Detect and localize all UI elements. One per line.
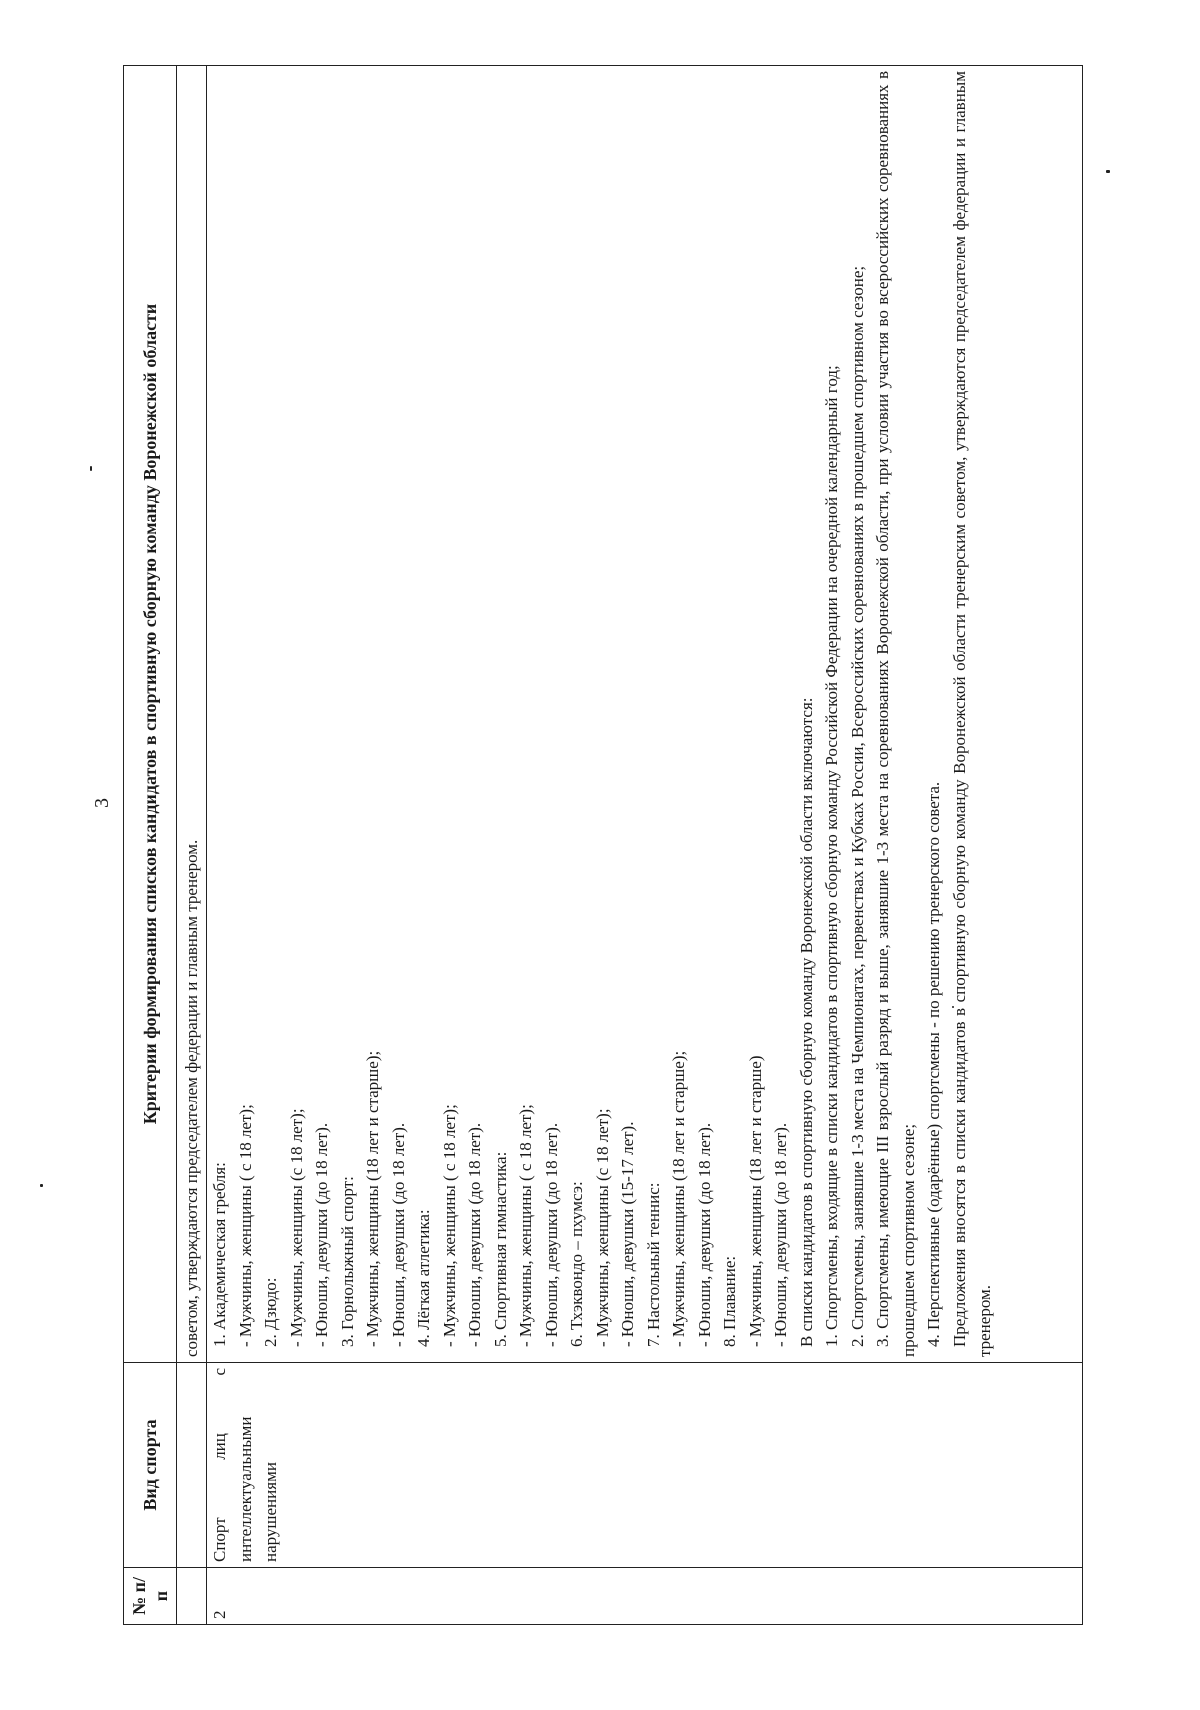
discipline-line: 2. Дзюдо:: [261, 1277, 280, 1347]
header-sport: Вид спорта: [124, 1363, 177, 1568]
continuation-text: советом, утверждаются председателем федерации и главным тренером.: [177, 66, 207, 1363]
discipline-line: 7. Настольный теннис:: [643, 1182, 663, 1347]
criteria-paragraphs: [819, 71, 998, 1357]
discipline-line: 6. Тхэквондо – пхумсэ:: [567, 1181, 586, 1347]
table-row: [207, 66, 1083, 1625]
discipline-line: - Юноши, девушки (15-17 лет).: [618, 1121, 637, 1347]
discipline-line: - Мужчины, женщины (с 18 лет);: [286, 1108, 306, 1347]
discipline-line: - Мужчины, женщины ( с 18 лет);: [439, 1104, 459, 1347]
criteria-intro: В списки кандидатов в спортивную сборную команду Воронежской области включаются:: [796, 697, 816, 1347]
scan-speck: [1106, 170, 1110, 173]
discipline-line: - Мужчины, женщины ( с 18 лет);: [235, 1104, 255, 1347]
criteria-paragraph: 1. Спортсмены, входящие в списки кандидатов в спортивную сборную команду Российской Федерации на очередной календарный год;: [822, 365, 841, 1347]
discipline-line: - Юноши, девушки (до 18 лет).: [465, 1122, 484, 1347]
scan-speck: [90, 466, 92, 471]
discipline-line: - Мужчины, женщины (с 18 лет);: [592, 1108, 612, 1347]
discipline-line: - Юноши, девушки (до 18 лет).: [312, 1122, 331, 1347]
discipline-line: - Юноши, девушки (до 18 лет).: [771, 1122, 790, 1347]
header-criteria: Критерии формирования списков кандидатов в спортивную сборную команду Воронежской области: [124, 66, 177, 1363]
row-number: 2: [207, 1568, 1083, 1625]
continuation-row: [177, 66, 207, 1625]
criteria-table: [123, 65, 1083, 1625]
table-header-row: [124, 66, 177, 1625]
continuation-num-cell: [177, 1568, 207, 1625]
discipline-line: - Юноши, девушки (до 18 лет).: [541, 1122, 561, 1347]
criteria-paragraph: Предложения вносятся в списки кандидатов в спортивную сборную команду Воронежской области тренерским советом, утверждаются председателем федерации и главным тренером.: [949, 71, 994, 1357]
page-number: 3: [91, 798, 113, 808]
discipline-line: 5. Спортивная гимнастика:: [490, 1151, 510, 1347]
header-number: № п/п: [124, 1568, 177, 1625]
criteria-paragraph: 2. Спортсмены, занявшие 1-3 места на Чемпионатах, первенствах и Кубках России, Всероссийских соревнованиях в прошедшем спортивном сезоне;: [847, 265, 867, 1347]
discipline-line: - Юноши, девушки (до 18 лет).: [694, 1122, 714, 1347]
discipline-line: 8. Плавание:: [720, 1255, 739, 1347]
scan-speck: [40, 1184, 43, 1187]
discipline-line: 1. Академическая гребля:: [210, 1162, 229, 1347]
discipline-line: 3. Горнолыжный спорт:: [337, 1176, 357, 1347]
discipline-line: 4. Лёгкая атлетика:: [414, 1209, 433, 1347]
row-sport: Спорт лиц с интеллектуальными нарушениями: [207, 1363, 1083, 1568]
discipline-line: - Мужчины, женщины (18 лет и старше): [745, 1055, 765, 1347]
criteria-paragraph: 3. Спортсмены, имеющие III взрослый разряд и выше, занявшие 1-3 места на соревнованиях Воронежской области, при условии участия во всероссийских соревнованиях в прошедшем спортивном сезоне;: [873, 71, 918, 1357]
discipline-list: [207, 71, 794, 1357]
row-criteria: [207, 66, 1083, 1363]
continuation-sport-cell: [177, 1363, 207, 1568]
rotated-table-block: [123, 65, 1083, 1625]
discipline-line: - Юноши, девушки (до 18 лет).: [388, 1122, 408, 1347]
discipline-line: - Мужчины, женщины (18 лет и старше);: [669, 1050, 688, 1347]
discipline-line: - Мужчины, женщины ( с 18 лет);: [516, 1104, 535, 1347]
criteria-paragraph: 4. Перспективные (одарённые) спортсмены - по решению тренерского совета.: [924, 781, 943, 1347]
discipline-line: - Мужчины, женщины (18 лет и старше);: [363, 1050, 382, 1347]
